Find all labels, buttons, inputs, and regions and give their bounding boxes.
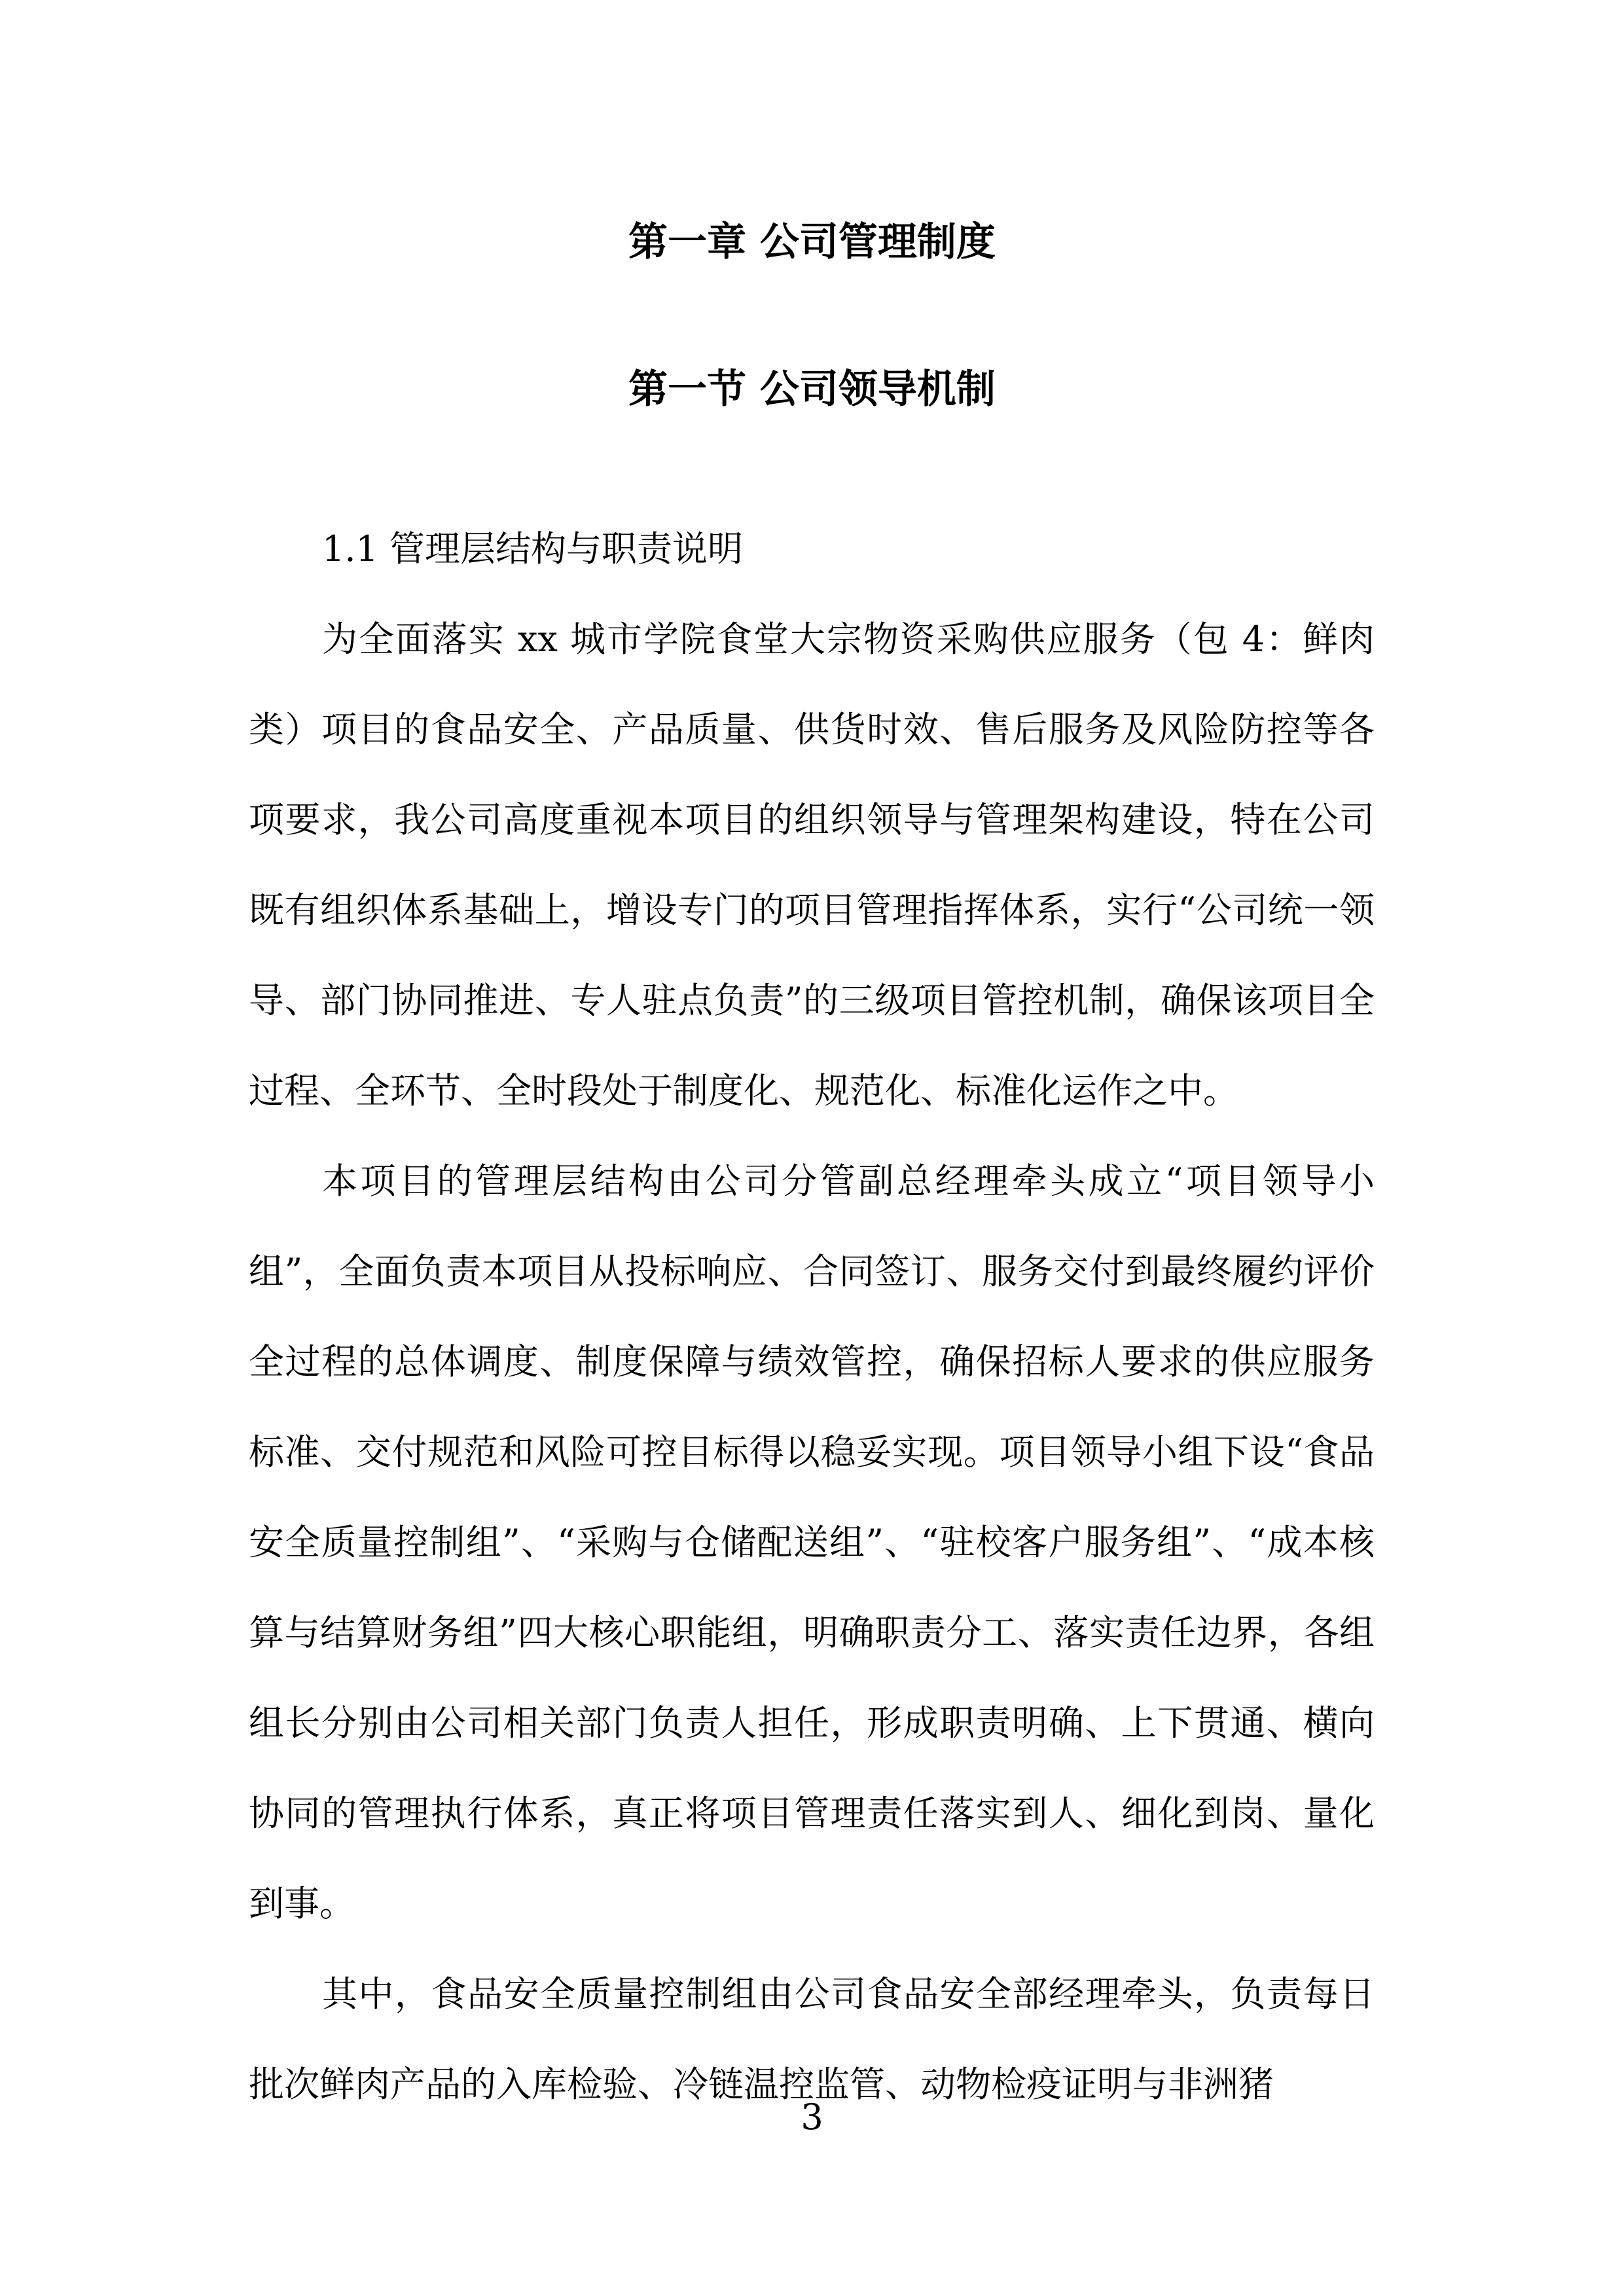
- section-title: 第一节 公司领导机制: [628, 367, 996, 412]
- body-text: [249, 504, 1375, 2130]
- page-number: 3: [801, 2096, 823, 2138]
- paragraph: 其中，食品安全质量控制组由公司食品安全部经理牵头，负责每日批次鲜肉产品的入库检验、冷链温控监管、动物检疫证明与非洲猪: [249, 1973, 1375, 2105]
- chapter-title: 第一章 公司管理制度: [628, 219, 996, 265]
- paragraph: 本项目的管理层结构由公司分管副总经理牵头成立“项目领导小组”，全面负责本项目从投标响应、合同签订、服务交付到最终履约评价全过程的总体调度、制度保障与绩效管控，确保招标人要求的供应服务标准、交付规范和风险可控目标得以稳妥实现。项目领导小组下设“食品安全质量控制组”、“采购与仓储配送组”、“驻校客户服务组”、“成本核算与结算财务组”四大核心职能组，明确职责分工、落实责任边界，各组组长分别由公司相关部门负责人担任，形成职责明确、上下贯通、横向协同的管理执行体系，真正将项目管理责任落实到人、细化到岗、量化到事。: [249, 1160, 1375, 1924]
- subheading: 1.1 管理层结构与职责说明: [322, 528, 744, 569]
- paragraph: 为全面落实 xx 城市学院食堂大宗物资采购供应服务（包 4：鲜肉类）项目的食品安全、产品质量、供货时效、售后服务及风险防控等各项要求，我公司高度重视本项目的组织领导与管理架构建设，特在公司既有组织体系基础上，增设专门的项目管理指挥体系，实行“公司统一领导、部门协同推进、专人驻点负责”的三级项目管控机制，确保该项目全过程、全环节、全时段处于制度化、规范化、标准化运作之中。: [249, 619, 1375, 1111]
